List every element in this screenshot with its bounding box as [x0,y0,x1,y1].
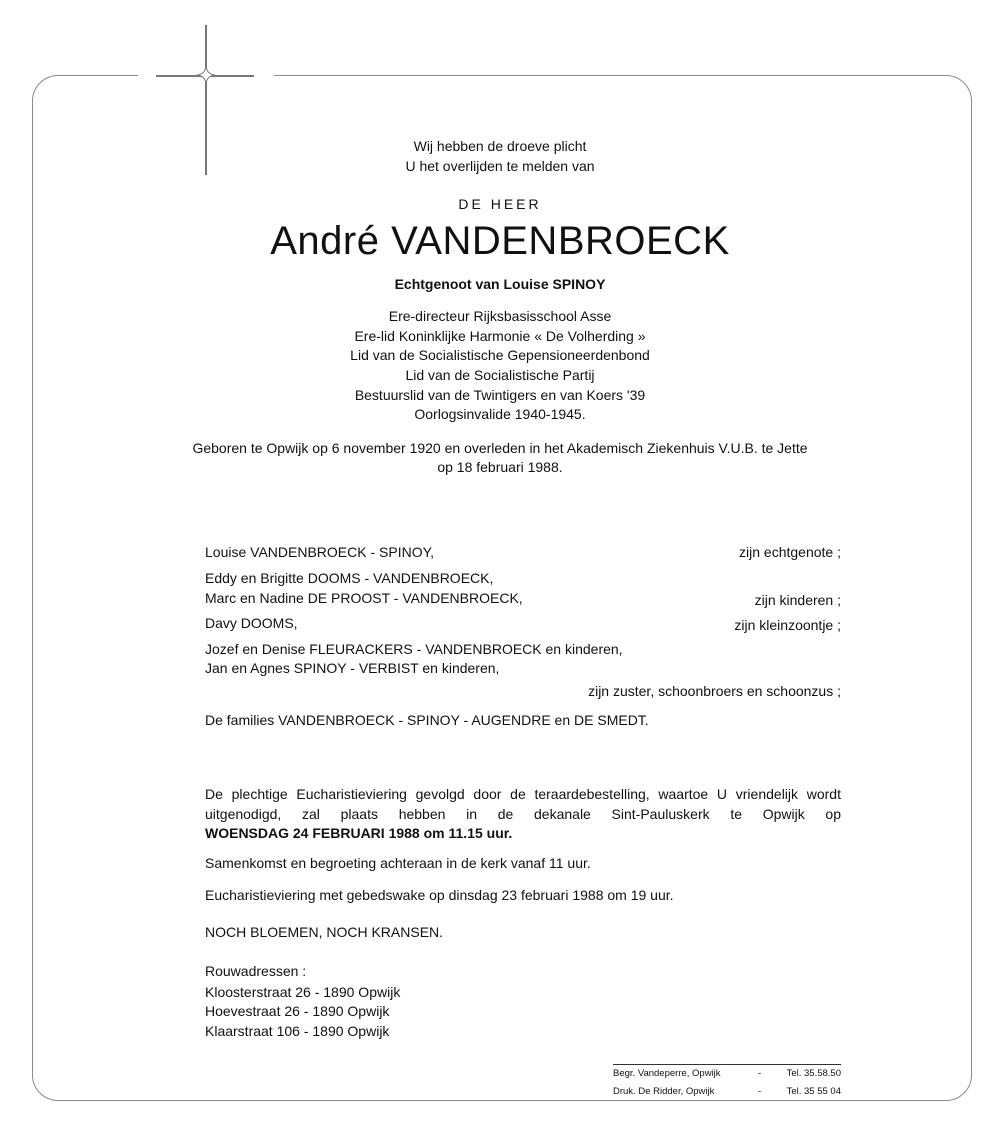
role-item: Ere-directeur Rijksbasisschool Asse [388,308,612,324]
relative-relation: zijn zuster, schoonbroers en schoonzus ; [588,683,841,699]
birth-death-line-1: Geboren te Opwijk op 6 november 1920 en overleden in het Akademisch Ziekenhuis V.U.B. te Jette [192,440,808,456]
relative-row [205,712,841,732]
relative-row [205,683,841,703]
families-line: De families VANDENBROECK - SPINOY - AUGENDRE en DE SMEDT. [205,712,649,728]
role-item: Ere-lid Koninklijke Harmonie « De Volherding » [354,328,646,344]
relative-row [205,590,841,610]
ceremony-line-2: uitgenodigd, zal plaats hebben in de dekanale Sint-Pauluskerk te Opwijk op [205,806,841,822]
credit-row [613,1068,841,1083]
printer-credits [613,1064,841,1101]
credit-phone: Tel. 35 55 04 [786,1086,841,1097]
relative-name: Marc en Nadine DE PROOST - VANDENBROECK, [205,590,523,606]
credit-phone: Tel. 35.58.50 [786,1068,841,1079]
vigil-line: Eucharistieviering met gebedswake op dinsdag 23 februari 1988 om 19 uur. [205,887,674,903]
address-item: Kloosterstraat 26 - 1890 Opwijk [205,984,401,1000]
deceased-name: André VANDENBROECK [270,219,730,263]
birth-death-line-2: op 18 februari 1988. [437,459,563,475]
meeting-line: Samenkomst en begroeting achteraan in de kerk vanaf 11 uur. [205,855,591,871]
relative-name: Davy DOOMS, [205,615,298,631]
intro-line-2: U het overlijden te melden van [405,158,595,174]
address-item: Klaarstraat 106 - 1890 Opwijk [205,1023,390,1039]
role-item: Lid van de Socialistische Partij [405,367,595,383]
credit-separator: - [758,1086,762,1097]
no-flowers-line: NOCH BLOEMEN, NOCH KRANSEN. [205,924,444,940]
cross-star-icon [197,66,215,84]
honorific: DE HEER [458,196,542,212]
relative-name: Jozef en Denise FLEURACKERS - VANDENBROECK en kinderen, [205,641,623,657]
relative-relation: zijn kinderen ; [754,592,841,608]
relative-relation: zijn echtgenote ; [739,544,841,560]
intro-line-1: Wij hebben de droeve plicht [413,138,587,154]
credit-row [613,1086,841,1101]
relative-name: Eddy en Brigitte DOOMS - VANDENBROECK, [205,570,494,586]
ceremony-line-1: De plechtige Eucharistieviering gevolgd door de teraardebestelling, waartoe U vriendelijk wordt [205,786,841,802]
credit-name: Begr. Vandeperre, Opwijk [613,1068,721,1079]
relative-row [205,544,841,564]
role-item: Lid van de Socialistische Gepensioneerdenbond [350,347,650,363]
addresses-heading: Rouwadressen : [205,963,307,979]
ceremony-date: WOENSDAG 24 FEBRUARI 1988 om 11.15 uur. [205,825,513,841]
relative-relation: zijn kleinzoontje ; [734,617,841,633]
role-item: Oorlogsinvalide 1940-1945. [414,406,586,422]
relative-row [205,641,841,661]
credit-separator: - [758,1068,762,1079]
credit-name: Druk. De Ridder, Opwijk [613,1086,715,1097]
role-item: Bestuurslid van de Twintigers en van Koers '39 [354,387,646,403]
relative-row [205,615,841,635]
spouse-line: Echtgenoot van Louise SPINOY [394,276,606,292]
address-item: Hoevestraat 26 - 1890 Opwijk [205,1003,390,1019]
relative-row [205,570,841,590]
relative-name: Louise VANDENBROECK - SPINOY, [205,544,435,560]
relative-row [205,660,841,680]
relative-name: Jan en Agnes SPINOY - VERBIST en kinderen, [205,660,500,676]
